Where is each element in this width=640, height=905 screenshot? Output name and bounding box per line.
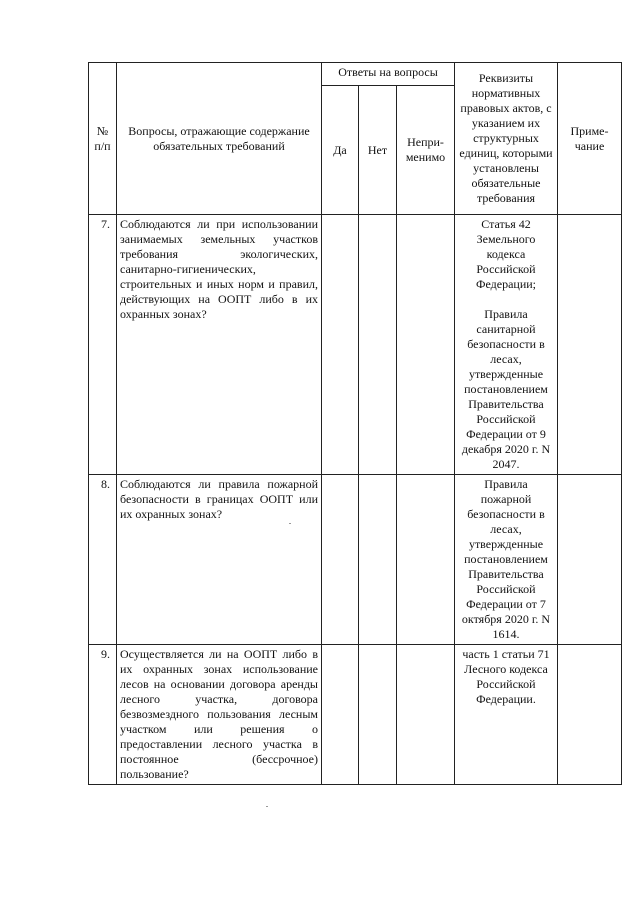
table-row	[89, 475, 622, 645]
row-question: Осуществляется ли на ООПТ либо в их охранных зонах использование лесов на основании договора аренды лесного участка, договора безвозмездного пользования лесным участком или решения о предоставлении лесного участка в постоянное (бессрочное) пользование?	[117, 645, 322, 785]
row-number: 7.	[89, 215, 117, 475]
header-number: № п/п	[89, 63, 117, 215]
answer-yes-cell[interactable]	[322, 475, 359, 645]
scan-speck	[289, 523, 291, 524]
scan-speck	[266, 806, 268, 807]
requisites-text: Правила санитарной безопасности в лесах, утвержденные постановлением Правительства Российской Федерации от 9 декабря 2020 г. N 2047.	[461, 307, 551, 471]
requirements-checklist-table	[88, 62, 622, 785]
row-question: Соблюдаются ли правила пожарной безопасности в границах ООПТ или их охранных зонах?	[117, 475, 322, 645]
answer-yes-cell[interactable]	[322, 215, 359, 475]
row-number: 9.	[89, 645, 117, 785]
header-answers: Ответы на вопросы	[322, 63, 455, 86]
table-row	[89, 645, 622, 785]
answer-not-applicable-cell[interactable]	[397, 645, 455, 785]
header-question: Вопросы, отражающие содержание обязательных требований	[117, 63, 322, 215]
row-requisites	[455, 215, 558, 475]
table-row	[89, 215, 622, 475]
row-requisites	[455, 645, 558, 785]
note-cell[interactable]	[558, 645, 622, 785]
answer-not-applicable-cell[interactable]	[397, 475, 455, 645]
answer-no-cell[interactable]	[359, 215, 397, 475]
requisites-text: часть 1 статьи 71 Лесного кодекса Российской Федерации.	[462, 647, 550, 706]
note-cell[interactable]	[558, 475, 622, 645]
header-note: Приме- чание	[558, 63, 622, 215]
header-yes: Да	[322, 86, 359, 215]
requisites-text: Правила пожарной безопасности в лесах, утвержденные постановлением Правительства Российской Федерации от 7 октября 2020 г. N 1614.	[461, 477, 551, 641]
header-not-applicable: Непри- менимо	[397, 86, 455, 215]
requisites-text: Статья 42 Земельного кодекса Российской Федерации;	[475, 217, 536, 291]
answer-yes-cell[interactable]	[322, 645, 359, 785]
row-question: Соблюдаются ли при использовании занимаемых земельных участков требования экологических, санитарно-гигиенических, строительных и иных норм и правил, действующих на ООПТ либо в их охранных зонах?	[117, 215, 322, 475]
answer-no-cell[interactable]	[359, 645, 397, 785]
row-requisites	[455, 475, 558, 645]
answer-no-cell[interactable]	[359, 475, 397, 645]
header-no: Нет	[359, 86, 397, 215]
row-number: 8.	[89, 475, 117, 645]
header-requisites: Реквизиты нормативных правовых актов, с указанием их структурных единиц, которыми установлены обязательные требования	[455, 63, 558, 215]
table-header-row	[89, 63, 622, 86]
note-cell[interactable]	[558, 215, 622, 475]
answer-not-applicable-cell[interactable]	[397, 215, 455, 475]
